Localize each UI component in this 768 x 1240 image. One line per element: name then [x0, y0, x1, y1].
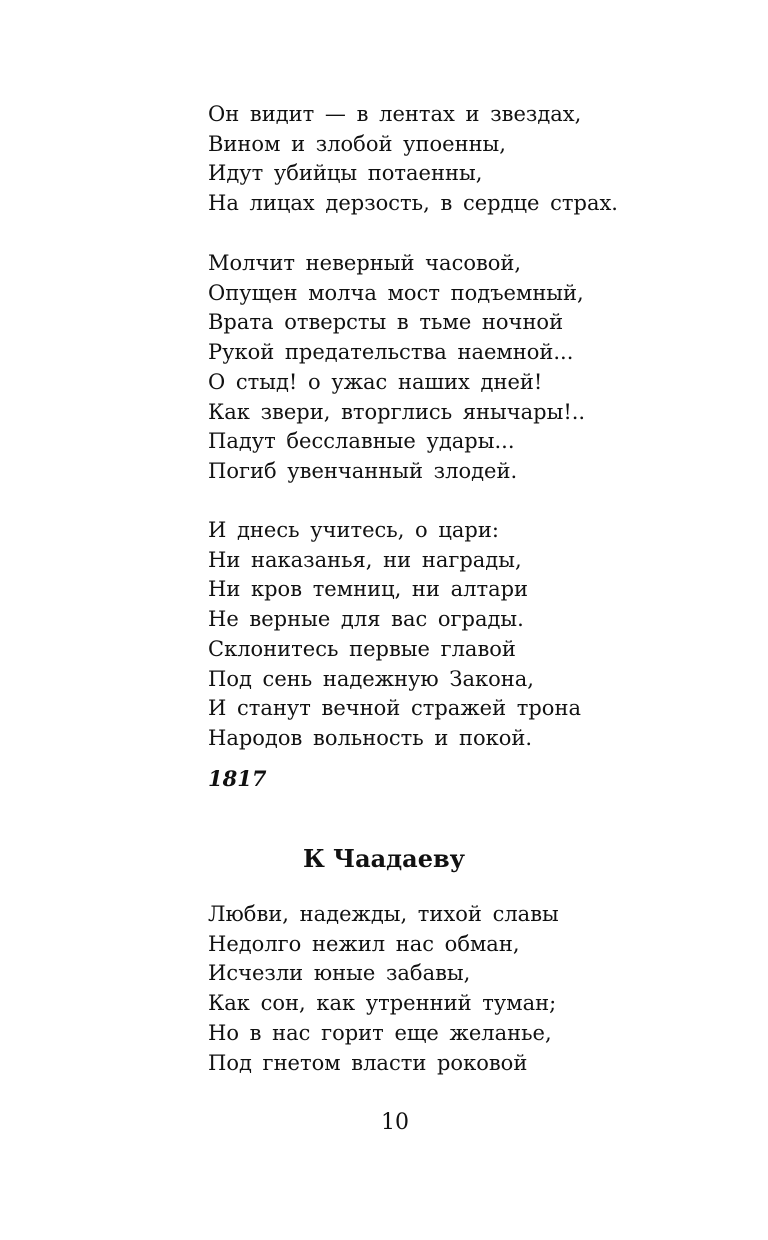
verse-line: Не верные для вас ограды.	[208, 607, 524, 632]
stanza-1	[208, 100, 618, 219]
stanza-next-poem	[208, 900, 559, 1078]
verse-line: Идут убийцы потаенны,	[208, 161, 483, 186]
stanza-2	[208, 249, 585, 487]
stanza-3	[208, 516, 581, 754]
verse-line: Под сень надежную Закона,	[208, 666, 534, 691]
verse-line: Народов вольность и покой.	[208, 725, 533, 750]
poem-date: 1817	[208, 766, 267, 791]
verse-line: Опущен молча мост подъемный,	[208, 280, 584, 305]
verse-line: Исчезли юные забавы,	[208, 961, 471, 986]
verse-line: Как сон, как утренний туман;	[208, 991, 557, 1016]
verse-line: На лицах дерзость, в сердце страх.	[208, 191, 618, 216]
verse-line: Любви, надежды, тихой славы	[208, 902, 559, 926]
verse-line: О стыд! о ужас наших дней!	[208, 369, 543, 394]
verse-line: Погиб увенчанный злодей.	[208, 458, 518, 483]
verse-line: Ни наказанья, ни награды,	[208, 547, 522, 572]
verse-line: Как звери, вторглись янычары!..	[208, 399, 586, 424]
verse-line: Падут бесславные удары...	[208, 429, 515, 454]
verse-line: Молчит неверный часовой,	[208, 251, 522, 275]
verse-line: И станут вечной стражей трона	[208, 696, 581, 721]
verse-line: Он видит — в лентах и звездах,	[208, 102, 582, 126]
verse-line: Рукой предательства наемной...	[208, 340, 574, 365]
poem-title: К Чаадаеву	[302, 844, 466, 873]
page-number: 10	[381, 1110, 409, 1135]
verse-line: Под гнетом власти роковой	[208, 1050, 528, 1075]
verse-line: Врата отверсты в тьме ночной	[208, 310, 564, 335]
verse-line: Склонитесь первые главой	[208, 636, 516, 661]
verse-line: Вином и злобой упоенны,	[208, 131, 506, 156]
verse-line: Но в нас горит еще желанье,	[208, 1020, 552, 1045]
verse-line: И днесь учитесь, о цари:	[208, 518, 499, 542]
verse-line: Недолго нежил нас обман,	[208, 931, 520, 956]
verse-line: Ни кров темниц, ни алтари	[208, 577, 529, 602]
